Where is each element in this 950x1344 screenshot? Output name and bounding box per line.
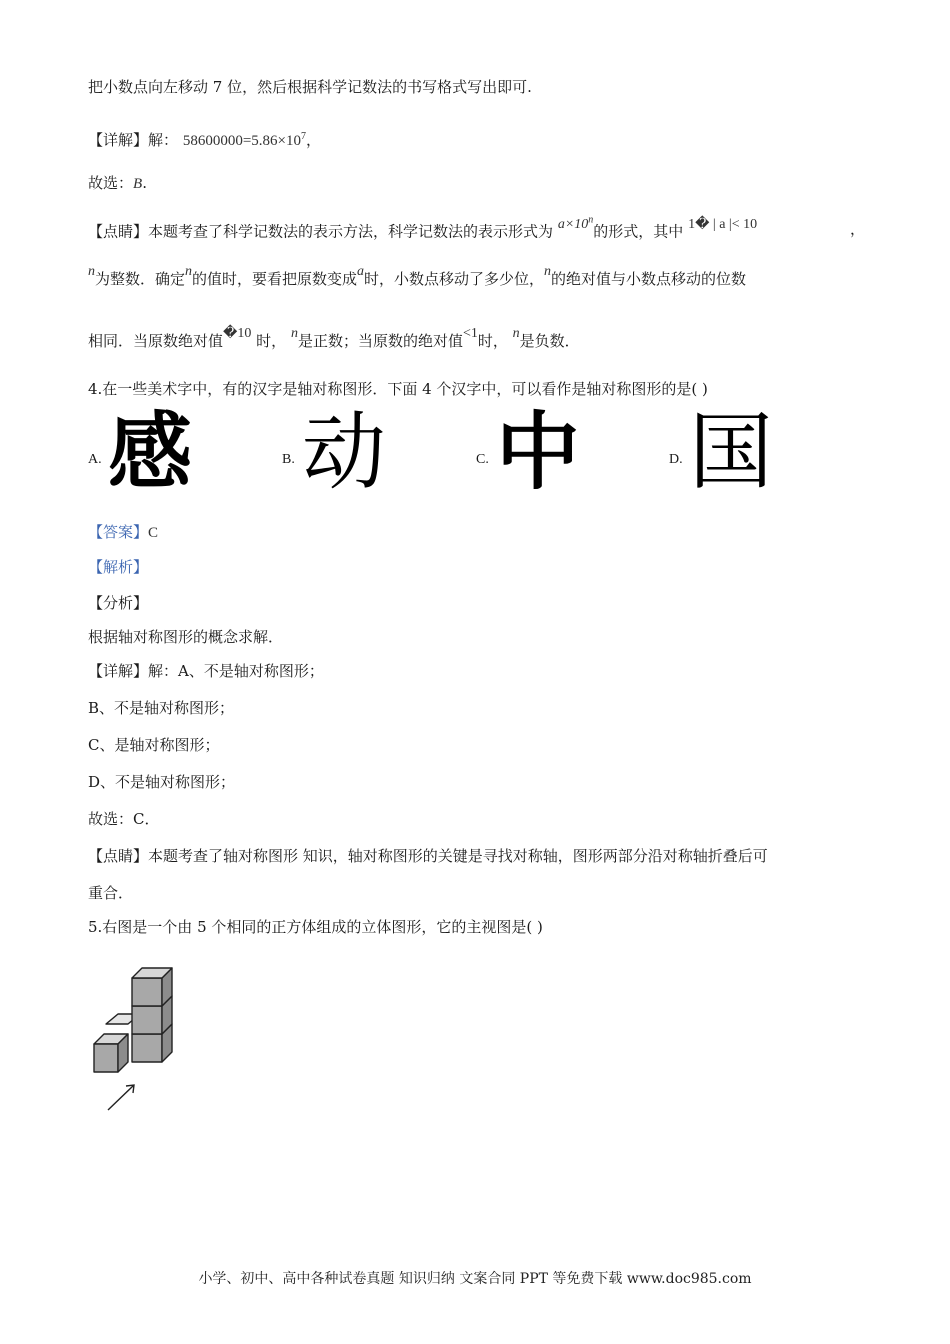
choice-a-label: A. (88, 452, 102, 467)
question-4 (88, 378, 708, 400)
detail-d (88, 771, 235, 793)
detail-a-text: 解：A、不是轴对称图形； (148, 662, 324, 680)
var-n: n (544, 264, 552, 279)
analysis-line (88, 556, 148, 578)
detail-prefix: 解： (148, 131, 179, 149)
text-segment: 相同．当原数绝对值 (88, 332, 224, 350)
fenxi-text (88, 626, 283, 648)
answer-value: C (148, 525, 159, 541)
dianjing-symmetry-text: 本题考查了轴对称图形 知识，轴对称图形的关键是寻找对称轴，图形两部分沿对称轴折叠后可 (148, 847, 768, 865)
choice-c-label: C. (476, 452, 489, 467)
paragraph-1-text: 把小数点向左移动 7 位，然后根据科学记数法的书写格式写出即可. (88, 78, 532, 96)
detail-b-text: B、不是轴对称图形； (88, 699, 235, 717)
dianjing-end: ， (850, 220, 866, 238)
dianjing-text: 本题考查了科学记数法的表示方法，科学记数法的表示形式为 (148, 222, 554, 241)
choose-end: . (142, 174, 147, 192)
detail-b (88, 697, 234, 719)
paragraph-1 (88, 76, 532, 98)
detail-d-text: D、不是轴对称图形； (88, 773, 236, 791)
dianjing-symmetry (88, 845, 768, 867)
dianjing-tag: 【点睛】 (88, 222, 149, 241)
choice-d-char: 国 (689, 403, 774, 501)
footer-text: 小学、初中、高中各种试卷真题 知识归纳 文案合同 PPT 等免费下载 www.doc985.com (198, 1271, 752, 1287)
sci-condition: 1� | a |< 10 (688, 216, 758, 232)
text-segment: 是负数． (519, 332, 580, 350)
choose-c-text: 故选：C． (88, 810, 160, 828)
detail-tag: 【详解】 (88, 662, 149, 680)
sci-expression: 58600000=5.86×10 (182, 133, 301, 149)
question-4-text: 4.在一些美术字中，有的汉字是轴对称图形．下面 4 个汉字中，可以看作是轴对称图形的是( ) (88, 380, 708, 398)
detail-c (88, 734, 219, 756)
fenxi-text-content: 根据轴对称图形的概念求解． (88, 628, 284, 646)
choose-answer: B (133, 176, 143, 192)
condition-lt-1: <1 (462, 326, 478, 341)
choice-b-label: B. (282, 452, 295, 467)
cube-stack-figure (88, 962, 188, 1117)
sci-form: $a\times 10^n$ (557, 214, 594, 232)
choose-text: 故选： (88, 174, 134, 192)
question-5-text: 5.右图是一个由 5 个相同的正方体组成的立体图形，它的主视图是( ) (88, 918, 543, 936)
choice-b-char: 动 (302, 403, 387, 501)
text-segment: 为整数．确定 (95, 270, 186, 288)
choice-a-char: 感 (108, 403, 193, 501)
detail-a (88, 660, 324, 682)
detail-sci-notation (88, 126, 321, 152)
var-n: n (290, 326, 298, 341)
text-segment: 时， (477, 332, 508, 350)
answer-tag: 【答案】 (88, 523, 149, 541)
text-segment: 时， (256, 332, 287, 350)
dianjing-symmetry-text-2: 重合． (88, 884, 134, 902)
choice-d-label: D. (669, 452, 683, 467)
answer-line (88, 521, 158, 544)
var-n: n (185, 264, 193, 279)
question-4-choices (88, 403, 888, 501)
cube-front (132, 1034, 162, 1062)
text-segment: 的值时，要看把原数变成 (192, 270, 358, 288)
text-segment: 时，小数点移动了多少位， (364, 270, 545, 288)
text-segment: 的绝对值与小数点移动的位数 (551, 270, 747, 288)
var-n: n (88, 264, 95, 279)
analysis-tag: 【解析】 (88, 558, 149, 576)
cube-front (94, 1044, 118, 1072)
cube-front (132, 978, 162, 1006)
footer (0, 1268, 950, 1288)
choose-b (88, 172, 147, 195)
choice-c-char: 中 (496, 403, 581, 501)
detail-c-text: C、是轴对称图形； (88, 736, 220, 754)
paragraph-n-integer (88, 264, 747, 292)
var-n: n (512, 326, 520, 341)
fenxi-line (88, 592, 148, 614)
sci-exponent: 7 (300, 131, 306, 142)
detail-tag: 【详解】 (88, 131, 149, 149)
question-5 (88, 916, 543, 938)
dianjing-sci (88, 214, 866, 245)
condition-ge-10: �10 (223, 326, 252, 341)
dianjing-tag: 【点睛】 (88, 847, 149, 865)
dianjing-mid: 的形式，其中 (593, 222, 684, 241)
fenxi-tag: 【分析】 (88, 594, 149, 612)
view-direction-arrow (108, 1085, 134, 1110)
text-segment: 是正数；当原数的绝对值 (297, 332, 463, 350)
dianjing-symmetry-2 (88, 882, 133, 904)
choose-c (88, 808, 159, 830)
detail-suffix: ， (305, 131, 321, 149)
var-a: a (357, 264, 365, 279)
paragraph-sign-rule (88, 326, 580, 354)
cube-front (132, 1006, 162, 1034)
